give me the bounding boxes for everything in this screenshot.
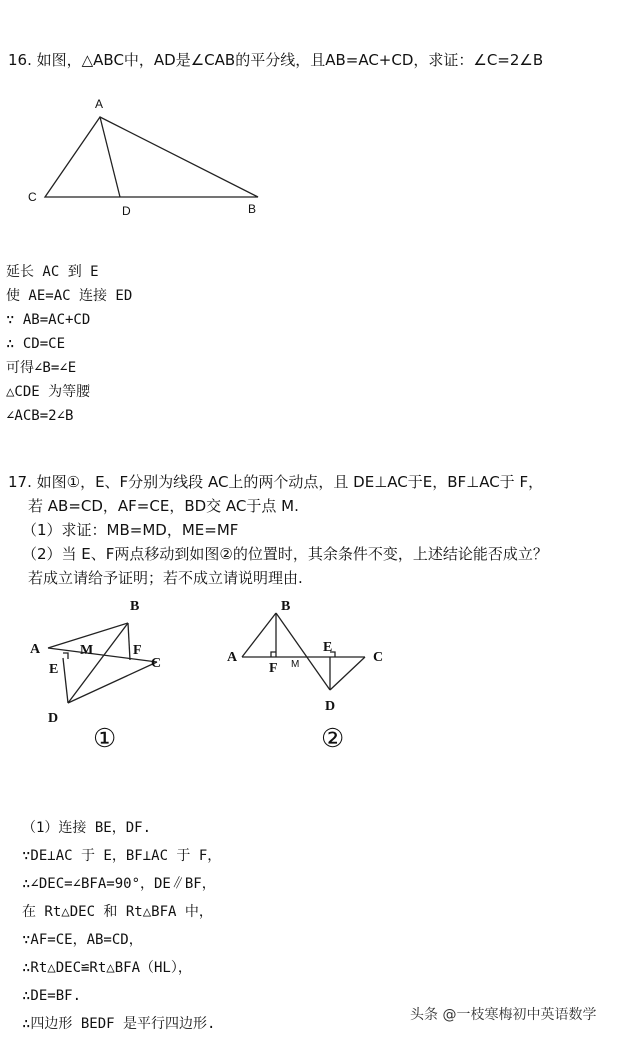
fig2-number: ② [321, 723, 345, 753]
fig1-label-A: A [30, 642, 41, 657]
fig1-label-B: B [130, 599, 140, 614]
label-C: C [28, 190, 37, 204]
fig1-number: ① [93, 723, 117, 753]
q16-solution-line: ∴ CD=CE [6, 336, 66, 352]
label-B: B [248, 202, 257, 216]
fig2-label-F: F [269, 661, 278, 676]
q16-solution-line: ∠ACB=2∠B [6, 408, 74, 424]
q17-solution-line: ∴Rt△DEC≌Rt△BFA（HL）， [22, 960, 192, 976]
label-A: A [95, 97, 104, 111]
q17-solution-line: （1）连接 BE，DF. [22, 820, 152, 836]
q17-solution-line: 在 Rt△DEC 和 Rt△BFA 中， [22, 904, 213, 920]
fig2-label-E: E [323, 640, 333, 655]
q16-solution-line: ∵ AB=AC+CD [6, 312, 91, 328]
q17-solution-line: ∵AF=CE，AB=CD， [22, 932, 143, 948]
q17-figure-1 [48, 623, 157, 703]
q17-figure-2 [242, 613, 365, 690]
q17-solution-line: ∴DE=BF. [22, 988, 82, 1004]
q17-solution-line: ∴∠DEC=∠BFA=90°，DE∥BF， [22, 876, 216, 892]
q16-triangle [45, 117, 258, 197]
q17-solution-line: ∴四边形 BEDF 是平行四边形. [22, 1016, 216, 1032]
fig1-label-F: F [133, 643, 142, 658]
q16-solution-line: 延长 AC 到 E [6, 264, 99, 280]
fig1-label-M: M [80, 643, 94, 658]
fig1-label-C: C [151, 656, 162, 671]
fig2-label-D: D [325, 699, 336, 714]
q17-text-line: （1）求证：MB=MD，ME=MF [22, 521, 239, 539]
q16-solution-line: △CDE 为等腰 [6, 384, 91, 400]
fig2-label-B: B [281, 599, 291, 614]
q16-solution-line: 可得∠B=∠E [6, 360, 77, 376]
fig2-label-C: C [373, 650, 384, 665]
q17-text-line: 若 AB=CD，AF=CE，BD交 AC于点 M. [28, 497, 299, 515]
q17-text-line: 若成立请给予证明；若不成立请说明理由. [28, 569, 303, 587]
q17-text-line: （2）当 E、F两点移动到如图②的位置时，其余条件不变，上述结论能否成立？ [22, 545, 548, 563]
q17-solution-line: ∵DE⊥AC 于 E，BF⊥AC 于 F， [22, 848, 222, 864]
watermark: 头条 @一枝寒梅初中英语数学 [410, 1007, 597, 1023]
fig1-label-E: E [49, 662, 59, 677]
q17-text-line: 17. 如图①，E、F分别为线段 AC上的两个动点，且 DE⊥AC于E，BF⊥AC于 F， [8, 473, 544, 491]
label-D: D [122, 204, 131, 218]
q16-solution-line: 使 AE=AC 连接 ED [6, 288, 133, 304]
fig2-label-M: M [291, 659, 300, 670]
q16-title: 16. 如图，△ABC中，AD是∠CAB的平分线，且AB=AC+CD，求证：∠C=2∠B [8, 51, 544, 69]
fig1-label-D: D [48, 711, 59, 726]
fig2-label-A: A [227, 650, 238, 665]
